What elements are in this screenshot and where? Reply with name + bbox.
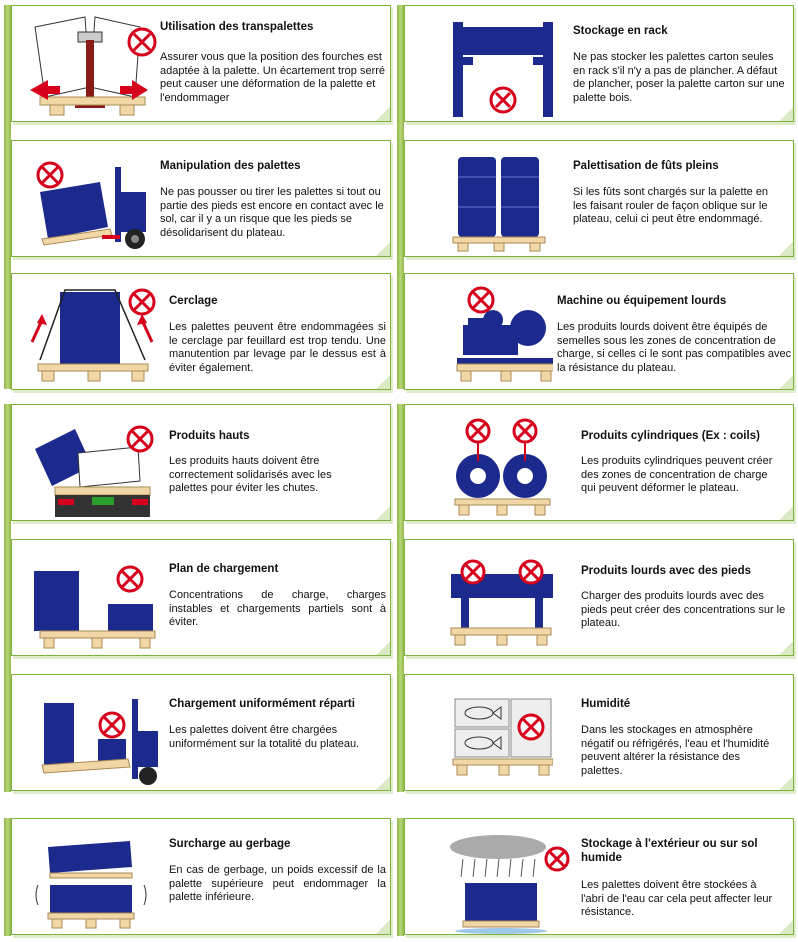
card-text: Ne pas stocker les palettes carton seules en rack s'il n'y a pas de plancher. A défaut de plancher, poser la palette carton sur une palette bois. bbox=[573, 51, 785, 104]
page-curl bbox=[376, 107, 390, 121]
left-column-bar-mid bbox=[4, 404, 11, 792]
page-curl bbox=[376, 375, 390, 389]
card-heavy-machine bbox=[404, 273, 794, 390]
card-title: Humidité bbox=[581, 698, 631, 710]
card-uniform-loading bbox=[11, 674, 391, 791]
card-cylindrical-products bbox=[404, 404, 794, 521]
card-rack-storage bbox=[404, 5, 794, 122]
forklift-load-icon bbox=[20, 681, 160, 791]
page-curl bbox=[779, 375, 793, 389]
barrels-icon bbox=[413, 147, 553, 257]
card-title: Produits hauts bbox=[169, 430, 250, 442]
card-text: Ne pas pousser ou tirer les palettes si tout ou partie des pieds est encore en contact avec le sol, car il y a un risque que les pieds se désolidarisent du plateau. bbox=[160, 186, 384, 239]
page-curl bbox=[376, 920, 390, 934]
card-text: Les palettes doivent être chargées uniformément sur la totalité du plateau. bbox=[169, 724, 360, 750]
rain-icon bbox=[413, 825, 553, 935]
card-text: Si les fûts sont chargés sur la palette en les faisant rouler de façon oblique sur le plateau, celui ci peut être endommagé. bbox=[573, 186, 769, 225]
card-humidity bbox=[404, 674, 794, 791]
card-text: Dans les stockages en atmosphère négatif ou réfrigérés, l'eau et l'humidité peuvent altérer la résistance des palettes. bbox=[581, 724, 770, 777]
card-strapping bbox=[11, 273, 391, 390]
card-text: Concentrations de charge, charges instables et chargements partiels sont à éviter. bbox=[169, 589, 386, 628]
page-curl bbox=[376, 641, 390, 655]
card-tall-products bbox=[11, 404, 391, 521]
page-curl bbox=[779, 920, 793, 934]
card-text: Charger des produits lourds avec des pieds peut créer des concentrations sur le plateau. bbox=[581, 590, 786, 629]
page-curl bbox=[376, 242, 390, 256]
card-title: Utilisation des transpalettes bbox=[160, 21, 314, 33]
card-title: Manipulation des palettes bbox=[160, 160, 301, 172]
page-curl bbox=[779, 506, 793, 520]
table-legs-icon bbox=[413, 546, 553, 656]
card-stacking-overload bbox=[11, 818, 391, 935]
machine-icon bbox=[413, 280, 553, 390]
right-column-bar-top bbox=[397, 5, 404, 389]
card-title: Plan de chargement bbox=[169, 563, 279, 575]
coils-icon bbox=[413, 411, 553, 521]
card-title: Produits cylindriques (Ex : coils) bbox=[581, 430, 760, 442]
page-curl bbox=[376, 776, 390, 790]
card-text: En cas de gerbage, un poids excessif de la palette supérieure peut endommager la palette inférieure. bbox=[169, 864, 386, 903]
card-loading-plan bbox=[11, 539, 391, 656]
forklift-icon bbox=[20, 147, 160, 257]
card-title: Stockage en rack bbox=[573, 25, 668, 37]
card-text: Les palettes doivent être stockées à l'abri de l'eau car cela peut affecter leur résistance. bbox=[581, 879, 773, 918]
prohibited-icon bbox=[543, 845, 571, 873]
card-text: Les produits lourds doivent être équipés de semelles sous les zones de concentration de charge, si celles ci le sont pas compatibles avec la résistance du plateau. bbox=[557, 321, 792, 374]
card-text: Les produits hauts doivent être correctement solidarisés avec les palettes pour éviter les chutes. bbox=[169, 455, 332, 494]
rack-icon bbox=[413, 12, 553, 122]
card-title: Chargement uniformément réparti bbox=[169, 698, 355, 710]
card-heavy-legs bbox=[404, 539, 794, 656]
page-curl bbox=[779, 107, 793, 121]
page-curl bbox=[779, 776, 793, 790]
card-barrels bbox=[404, 140, 794, 257]
card-title: Cerclage bbox=[169, 295, 218, 307]
left-column-bar-top bbox=[4, 5, 11, 389]
strapping-icon bbox=[20, 280, 160, 390]
card-text: Les produits cylindriques peuvent créer des zones de concentration de charge qui peuvent déformer le plateau. bbox=[581, 455, 773, 494]
card-text: Assurer vous que la position des fourches est adaptée à la palette. Un écartement trop serré peut causer une déformation de la palette et l'endommager bbox=[160, 51, 386, 104]
load-plan-icon bbox=[20, 546, 160, 656]
page-curl bbox=[779, 242, 793, 256]
page-curl bbox=[779, 641, 793, 655]
card-title: Machine ou équipement lourds bbox=[557, 295, 727, 307]
card-outdoor-storage bbox=[404, 818, 794, 935]
pallet-jack-icon bbox=[20, 12, 160, 122]
card-pallet-jack bbox=[11, 5, 391, 122]
truck-icon bbox=[20, 411, 160, 521]
card-title: Stockage à l'extérieur ou sur sol humide bbox=[581, 838, 758, 864]
card-title: Palettisation de fûts pleins bbox=[573, 160, 719, 172]
stacking-icon bbox=[20, 825, 160, 935]
right-column-bar-bottom bbox=[397, 818, 404, 936]
page-curl bbox=[376, 506, 390, 520]
card-text: Les palettes peuvent être endommagées si le cerclage par feuillard est trop tendu. Une manutention par levage par le dessus est à éviter également. bbox=[169, 321, 386, 374]
card-title: Surcharge au gerbage bbox=[169, 838, 291, 850]
left-column-bar-bottom bbox=[4, 818, 11, 936]
card-title: Produits lourds avec des pieds bbox=[581, 565, 751, 577]
right-column-bar-mid bbox=[397, 404, 404, 792]
card-pallet-handling bbox=[11, 140, 391, 257]
fish-boxes-icon bbox=[413, 681, 553, 791]
